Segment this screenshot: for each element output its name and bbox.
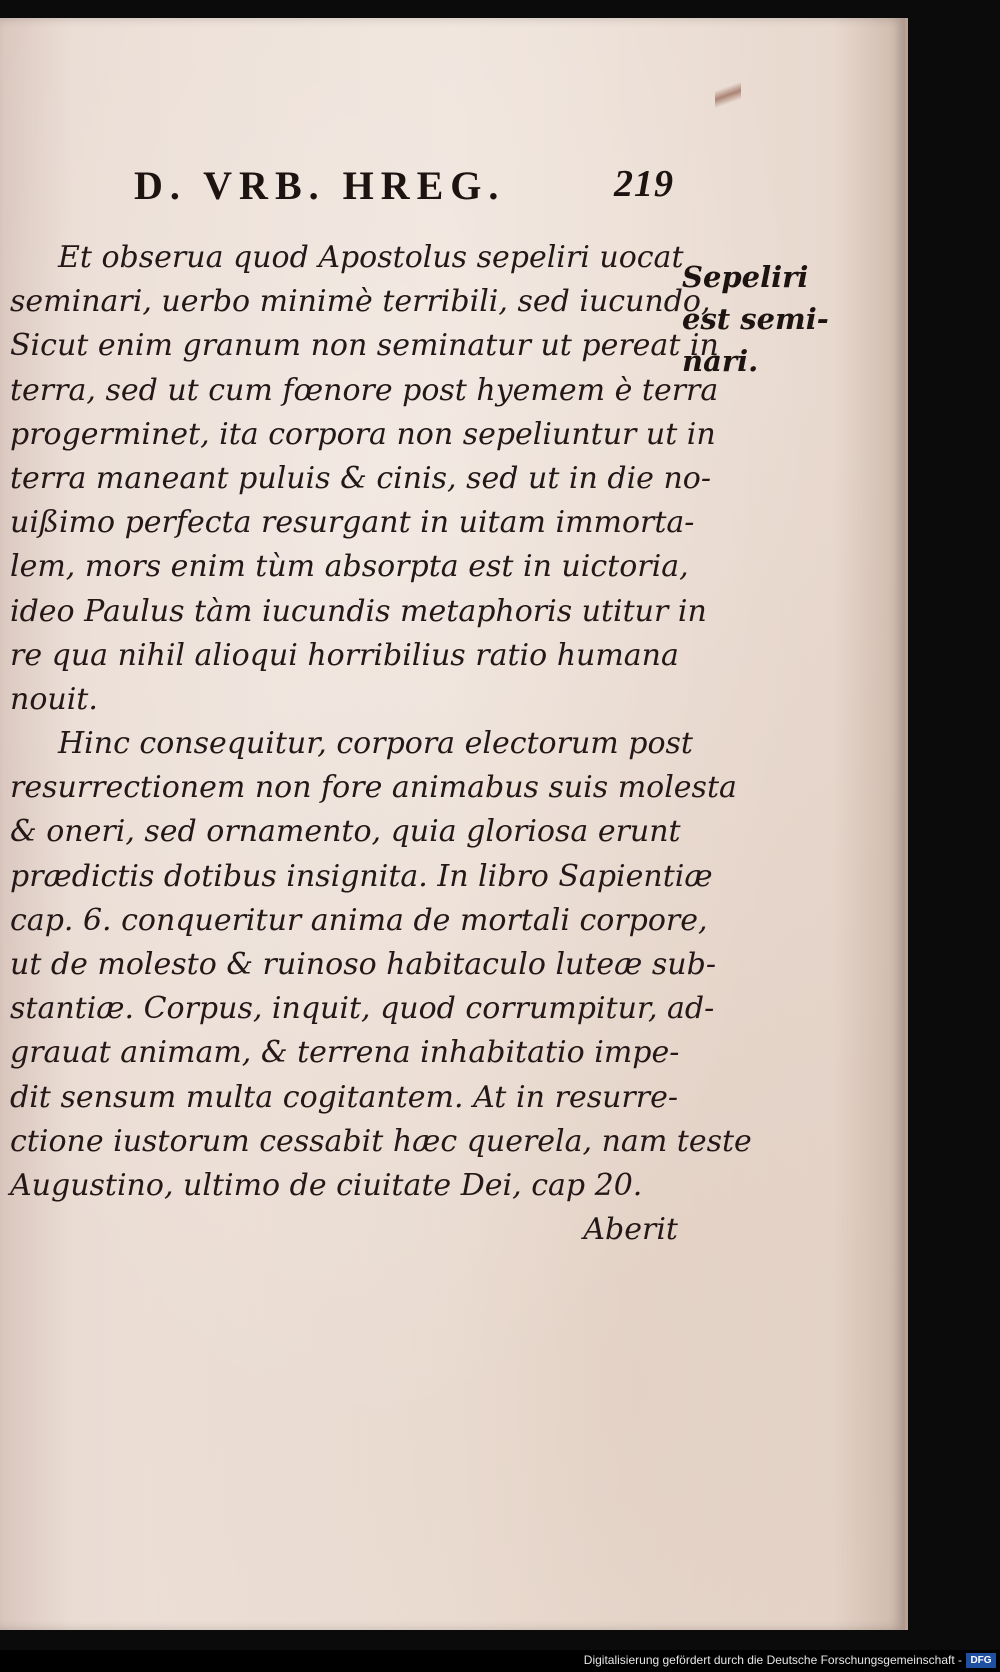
margin-note-line: est semi- [682,302,829,336]
text-line: re qua nihil alioqui horribilius ratio humana [10,637,679,673]
margin-note-line: Sepeliri [682,260,809,294]
text-line: prædictis dotibus insignita. In libro Sapientiæ [10,858,713,894]
credit-bar [0,1650,1000,1672]
ink-stain [715,73,741,123]
text-line: terra, sed ut cum fœnore post hyemem è terra [10,372,719,408]
running-head [134,154,676,214]
text-line: resurrectionem non fore animabus suis molesta [10,770,737,806]
book-page [0,18,908,1630]
text-line: Hinc consequitur, corpora electorum post [58,726,693,762]
text-line: terra maneant puluis & cinis, sed ut in die no- [10,460,711,496]
page-number: 219 [614,163,674,205]
catchword: Aberit [583,1212,678,1248]
text-line: & oneri, sed ornamento, quia gloriosa erunt [10,814,681,850]
text-line: uißimo perfecta resurgant in uitam immorta- [10,505,695,541]
margin-note-line: nari. [682,344,759,378]
marginal-note [682,256,829,382]
text-line: progerminet, ita corpora non sepeliuntur ut in [10,416,716,452]
text-line: Sicut enim granum non seminatur ut pereat in [10,328,719,364]
text-line: nouit. [10,681,98,717]
text-line: dit sensum multa cogitantem. At in resurre- [10,1079,678,1115]
running-head-title: D. VRB. HREG. [134,163,506,208]
text-line: Et obserua quod Apostolus sepeliri uocat [58,240,684,275]
text-line: cap. 6. conqueritur anima de mortali corpore, [10,902,708,938]
text-line: grauat animam, & terrena inhabitatio impe- [10,1035,680,1071]
text-line: seminari, uerbo minimè terribili, sed iucundo, [10,284,711,320]
text-line: ctione iustorum cessabit hæc querela, nam teste [10,1123,752,1159]
text-line: ideo Paulus tàm iucundis metaphoris utitur in [10,593,707,629]
text-line: stantiæ. Corpus, inquit, quod corrumpitur, ad- [10,991,715,1027]
text-line: Augustino, ultimo de ciuitate Dei, cap 20. [10,1167,643,1203]
dfg-logo: DFG [966,1653,996,1668]
text-line: ut de molesto & ruinoso habitaculo luteæ sub- [10,947,716,982]
text-line: lem, mors enim tùm absorpta est in uictoria, [10,549,689,585]
body-text [10,236,752,1252]
funding-credit: Digitalisierung gefördert durch die Deutsche Forschungsgemeinschaft - [583,1653,962,1667]
